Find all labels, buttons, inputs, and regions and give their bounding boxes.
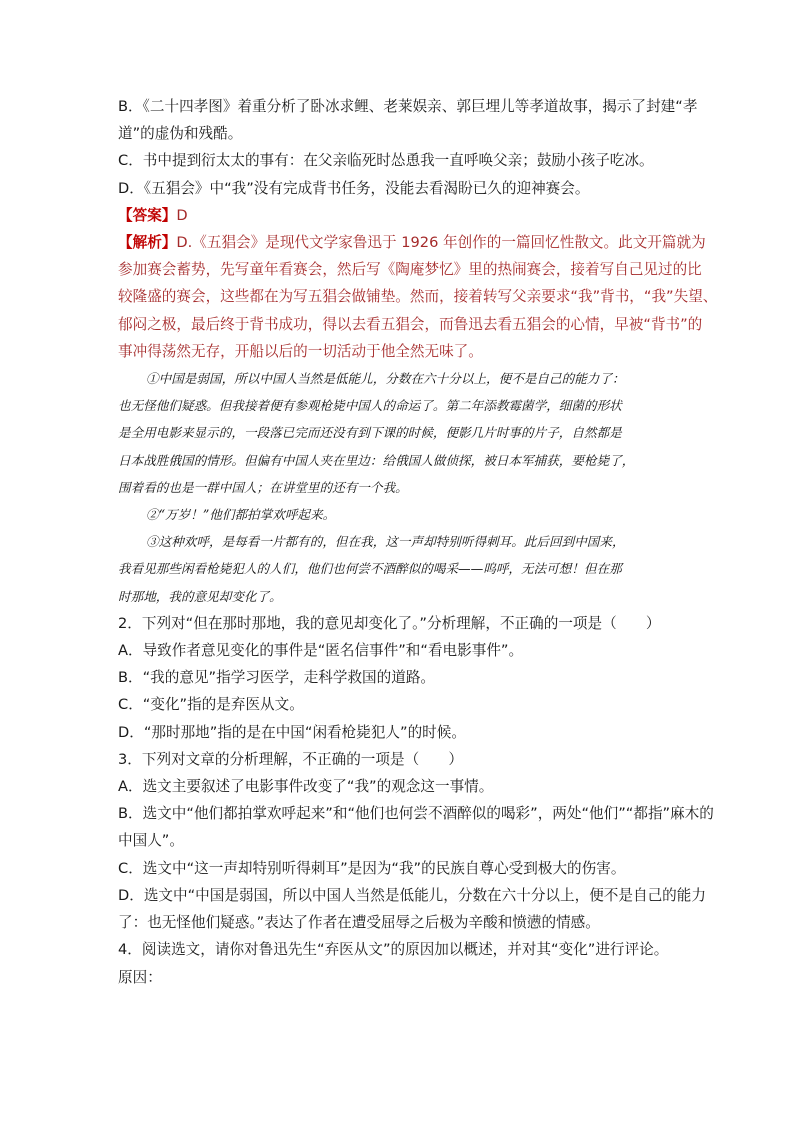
q3-option-a: A．选文主要叙述了电影事件改变了“我”的观念这一事情。	[118, 778, 494, 796]
analysis-line5: 事冲得荡然无存，开船以后的一切活动于他全然无味了。	[118, 342, 483, 360]
q3-option-c: C．选文中“这一声却特别听得刺耳”是因为“我”的民族自尊心受到极大的伤害。	[118, 859, 626, 877]
q2-option-c: C．“变化”指的是弃医从文。	[118, 696, 304, 714]
q4-stem: 4．阅读选文，请你对鲁迅先生“弃医从文”的原因加以概述，并对其“变化”进行评论。	[118, 941, 669, 959]
q2-stem: 2．下列对“但在那时那地，我的意见却变化了。”分析理解，不正确的一项是（ ）	[118, 614, 661, 632]
analysis-line4: 郁闷之极，最后终于背书成功，得以去看五猖会，而鲁迅去看五猖会的心情，早被“背书”的	[118, 315, 703, 333]
q1-option-b-line1: B．《二十四孝图》着重分析了卧冰求鲤、老莱娱亲、郭巨埋儿等孝道故事，揭示了封建“孝	[118, 98, 698, 115]
q3-option-b-line1: B．选文中“他们都拍掌欢呼起来”和“他们也何尝不酒醉似的喝彩”，两处“他们”“都指”麻木的	[118, 805, 714, 823]
passage-p1-line5: 围着看的也是一群中国人；在讲堂里的还有一个我。	[118, 479, 408, 495]
passage-p1-line3: 是全用电影来显示的，一段落已完而还没有到下课的时候，便影几片时事的片子，自然都是	[118, 425, 622, 441]
passage-p3-line1: ③这种欢呼，是每看一片都有的，但在我，这一声却特别听得刺耳。此后回到中国来，	[146, 534, 625, 550]
passage-p1-line4: 日本战胜俄国的情形。但偏有中国人夹在里边：给俄国人做侦探，被日本军捕获，要枪毙了，	[118, 452, 635, 468]
passage-p2: ②“万岁！”他们都拍掌欢呼起来。	[146, 507, 336, 523]
analysis-line2: 参加赛会蓄势，先写童年看赛会，然后写《陶庵梦忆》里的热闹赛会，接着写自己见过的比	[118, 261, 702, 279]
analysis-text-1: D.《五猖会》是现代文学家鲁迅于 1926 年创作的一篇回忆性散文。此文开篇就为	[176, 234, 706, 252]
analysis-line3: 较隆盛的赛会，这些都在为写五猖会做铺垫。然而，接着转写父亲要求“我”背书，“我”失望、	[118, 288, 718, 306]
passage-p1-line2: 也无怪他们疑惑。但我接着便有参观枪毙中国人的命运了。第二年添教霉菌学，细菌的形状	[118, 398, 622, 414]
analysis-tag: 【解析】	[118, 234, 177, 252]
q3-stem: 3．下列对文章的分析理解，不正确的一项是（ ）	[118, 750, 463, 768]
q2-option-a: A．导致作者意见变化的事件是“匿名信事件”和“看电影事件”。	[118, 642, 524, 660]
q1-option-c: C．书中提到衍太太的事有：在父亲临死时怂恿我一直呼唤父亲；鼓励小孩子吃冰。	[118, 152, 654, 170]
answer-line	[118, 202, 678, 229]
q1-option-d: D．《五猖会》中“我”没有完成背书任务，没能去看渴盼已久的迎神赛会。	[118, 179, 590, 197]
q1-option-b-line2: 道”的虚伪和残酷。	[118, 125, 243, 143]
document-page	[118, 93, 718, 991]
q3-option-b-line2: 中国人”。	[118, 832, 184, 850]
passage-p3-line3: 时那地，我的意见却变化了。	[118, 588, 282, 604]
answer-tag: 【答案】	[118, 206, 177, 224]
passage-p1-line1: ①中国是弱国，所以中国人当然是低能儿，分数在六十分以上，便不是自己的能力了：	[146, 371, 625, 387]
q3-option-d-line2: 了：也无怪他们疑惑。”表达了作者在遭受屈辱之后极为辛酸和愤懑的情感。	[118, 914, 600, 932]
answer-value: D	[176, 206, 188, 224]
analysis-line1	[118, 229, 706, 256]
q2-option-d: D．“那时那地”指的是在中国“闲看枪毙犯人”的时候。	[118, 723, 466, 741]
q4-reason-label: 原因：	[118, 968, 162, 986]
q2-option-b: B．“我的意见”指学习医学，走科学救国的道路。	[118, 669, 436, 687]
q3-option-d-line1: D．选文中“中国是弱国，所以中国人当然是低能儿，分数在六十分以上，便不是自己的能力	[118, 886, 706, 904]
passage-p3-line2: 我看见那些闲看枪毙犯人的人们，他们也何尝不酒醉似的喝采——呜呼，无法可想！但在那	[118, 561, 622, 577]
